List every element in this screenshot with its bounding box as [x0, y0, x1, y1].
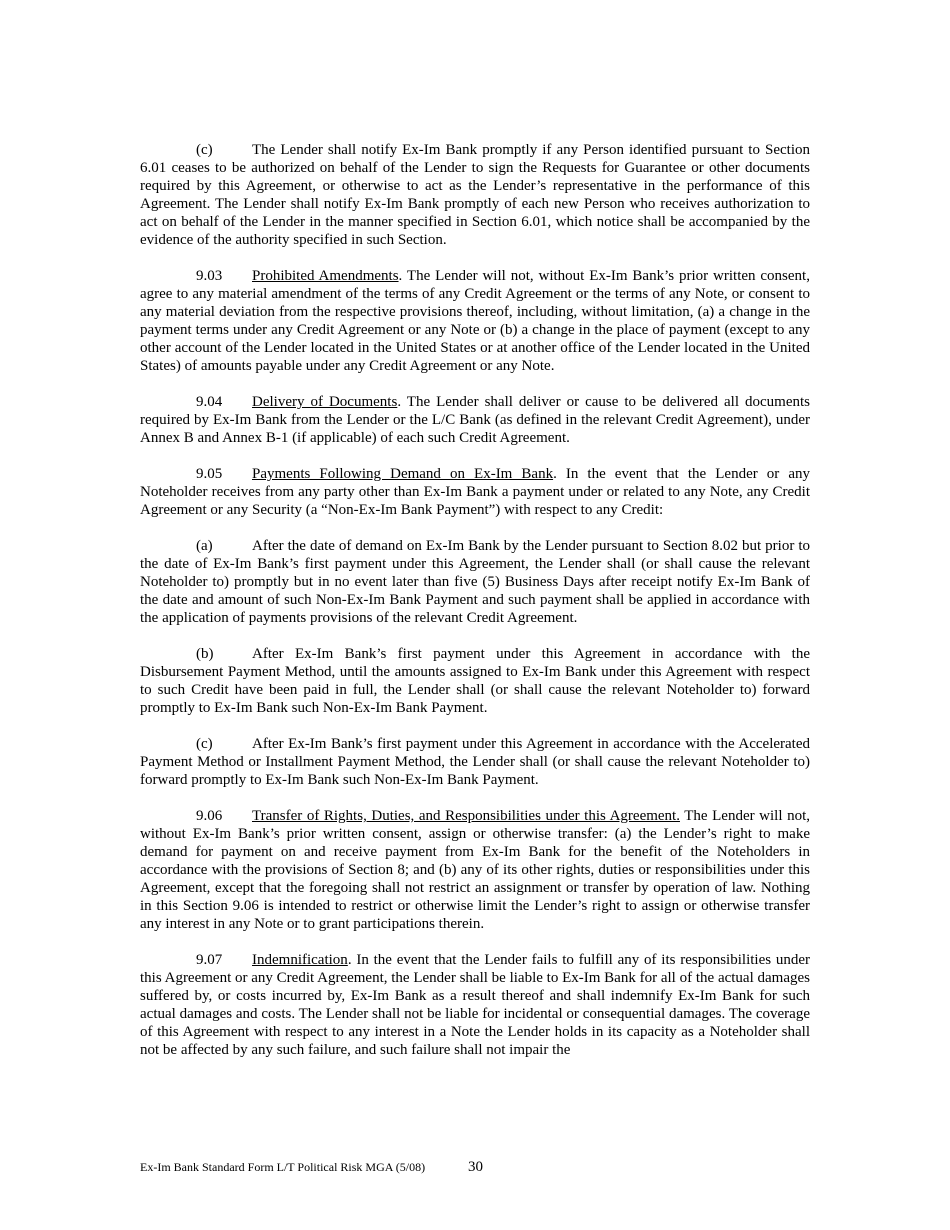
section-number: 9.05 — [196, 466, 223, 482]
document-body — [140, 141, 810, 1077]
form-name: Ex-Im Bank Standard Form L/T Political Risk MGA (5/08) — [140, 1160, 426, 1174]
section-heading: Prohibited Amendments — [252, 268, 399, 284]
heading-punctuation: . — [347, 952, 352, 968]
paragraph-a-demand — [140, 537, 810, 627]
section-9-03 — [140, 267, 810, 375]
section-9-04 — [140, 393, 810, 447]
paragraph-text: The Lender shall notify Ex-Im Bank promptly if any Person identified pursuant to Section 6.01 ceases to be authorized on behalf of the Lender to sign the Requests for Guarantee or other documents required by this Agreement, or otherwise to act as the Lender’s representative in the performance of this Agreement. The Lender shall notify Ex-Im Bank promptly of each new Person who receives authorization to act on behalf of the Lender in the manner specified in Section 6.01, which notice shall be accompanied by the evidence of the authority specified in such Section. — [140, 142, 810, 248]
section-text: In the event that the Lender or any Noteholder receives from any party other than Ex-Im Bank a payment under or related to any Note, any Credit Agreement or any Security (a “Non-Ex-Im Bank Payment”) with respect to any Credit: — [140, 466, 810, 518]
page-footer — [140, 1159, 810, 1177]
section-heading: Payments Following Demand on Ex-Im Bank — [252, 466, 554, 482]
paragraph-number: (a) — [196, 538, 213, 554]
paragraph-c-notify — [140, 141, 810, 249]
section-heading: Transfer of Rights, Duties, and Responsibilities under this Agreement. — [252, 808, 680, 824]
section-heading: Delivery of Documents — [252, 394, 398, 410]
section-text: The Lender will not, without Ex-Im Bank’s prior written consent, assign or otherwise transfer: (a) the Lender’s right to make demand for payment on and receive payment from Ex-Im Bank for the benefit of the Noteholders in accordance with the provisions of Section 8; and (b) any of its other rights, duties or responsibilities under this Agreement, except that the foregoing shall not restrict an assignment or transfer by operation of law. Nothing in this Section 9.06 is intended to restrict or otherwise limit the Lender’s right to assign or otherwise transfer any interest in any Note or to grant participations therein. — [140, 808, 810, 932]
paragraph-number: (c) — [196, 142, 213, 158]
section-text: The Lender will not, without Ex-Im Bank’s prior written consent, agree to any material amendment of the terms of any Credit Agreement or the terms of any Note, or consent to any material deviation from the respective provisions thereof, including, without limitation, (a) a change in the payment terms under any Credit Agreement or any Note or (b) a change in the place of payment (except to any other account of the Lender located in the United States or at another office of the Lender located in the United States) of amounts payable under any Credit Agreement or any Note. — [140, 268, 810, 374]
section-number: 9.04 — [196, 394, 223, 410]
heading-punctuation: . — [398, 268, 403, 284]
paragraph-text: After Ex-Im Bank’s first payment under this Agreement in accordance with the Disbursement Payment Method, until the amounts assigned to Ex-Im Bank under this Agreement with respect to such Credit have been paid in full, the Lender shall (or shall cause the relevant Noteholder to) forward promptly to Ex-Im Bank such Non-Ex-Im Bank Payment. — [140, 646, 810, 716]
section-text: In the event that the Lender fails to fulfill any of its responsibilities under this Agreement or any Credit Agreement, the Lender shall be liable to Ex-Im Bank for all of the actual damages suffered by, or costs incurred by, Ex-Im Bank as a result thereof and shall indemnify Ex-Im Bank for such actual damages and costs. The Lender shall not be liable for incidental or consequential damages. The coverage of this Agreement with respect to any interest in a Note the Lender holds in its capacity as a Noteholder shall not be affected by any such failure, and such failure shall not impair the — [140, 952, 810, 1058]
section-number: 9.03 — [196, 268, 223, 284]
section-number: 9.07 — [196, 952, 223, 968]
paragraph-text: After the date of demand on Ex-Im Bank by the Lender pursuant to Section 8.02 but prior to the date of Ex-Im Bank’s first payment under this Agreement, the Lender shall (or shall cause the relevant Noteholder to) promptly but in no event later than five (5) Business Days after receipt notify Ex-Im Bank of the date and amount of such Non-Ex-Im Bank Payment and such payment shall be applied in accordance with the application of payments provisions of the relevant Credit Agreement. — [140, 538, 810, 626]
paragraph-c-accelerated — [140, 735, 810, 789]
section-9-07 — [140, 951, 810, 1059]
paragraph-number: (b) — [196, 646, 214, 662]
section-heading: Indemnification — [252, 952, 348, 968]
section-9-05 — [140, 465, 810, 519]
paragraph-text: After Ex-Im Bank’s first payment under this Agreement in accordance with the Accelerated Payment Method or Installment Payment Method, the Lender shall (or shall cause the relevant Noteholder to) forward promptly to Ex-Im Bank such Non-Ex-Im Bank Payment. — [140, 736, 810, 788]
paragraph-number: (c) — [196, 736, 213, 752]
section-number: 9.06 — [196, 808, 223, 824]
section-9-06 — [140, 807, 810, 933]
paragraph-b-disbursement — [140, 645, 810, 717]
heading-punctuation: . — [553, 466, 557, 482]
section-text: The Lender shall deliver or cause to be delivered all documents required by Ex-Im Bank from the Lender or the L/C Bank (as defined in the relevant Credit Agreement), under Annex B and Annex B-1 (if applicable) of each such Credit Agreement. — [140, 394, 811, 446]
page-number: 30 — [468, 1159, 483, 1175]
heading-punctuation: . — [397, 394, 402, 410]
